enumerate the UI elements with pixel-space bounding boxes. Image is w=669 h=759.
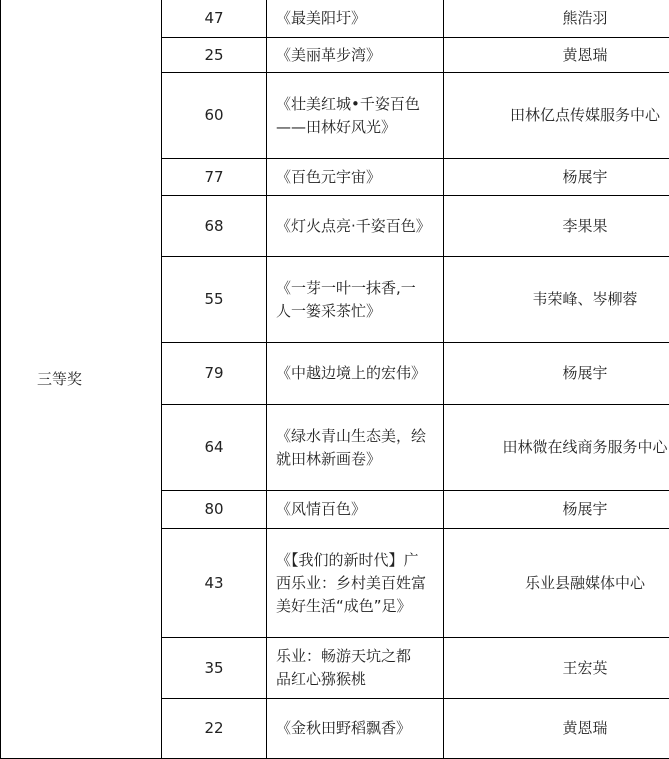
entry-title: 《中越边境上的宏伟》 [267,343,444,405]
award-level-cell: 三等奖 [1,0,162,759]
entry-number: 43 [162,529,267,638]
entry-number: 77 [162,159,267,196]
entry-title: 《【我们的新时代】广西乐业：乡村美百姓富 美好生活“成色”足》 [267,529,444,638]
entry-number: 55 [162,257,267,343]
entry-author: 乐业县融媒体中心 [444,529,669,638]
entry-title: 乐业：畅游天坑之都 品红心猕猴桃 [267,638,444,699]
entry-title: 《最美阳圩》 [267,0,444,38]
entry-number: 79 [162,343,267,405]
entry-author: 熊浩羽 [444,0,669,38]
table-row [1,0,669,38]
entry-number: 35 [162,638,267,699]
entry-title: 《绿水青山生态美，绘就田林新画卷》 [267,405,444,491]
entry-author: 杨展宇 [444,491,669,529]
entry-number: 68 [162,196,267,257]
entry-number: 47 [162,0,267,38]
entry-number: 80 [162,491,267,529]
entry-author: 韦荣峰、岑柳蓉 [444,257,669,343]
entry-author: 田林亿点传媒服务中心 [444,73,669,159]
entry-author: 黄恩瑞 [444,699,669,759]
entry-title: 《一芽一叶一抹香,一人一篓采茶忙》 [267,257,444,343]
entry-title: 《壮美红城•千姿百色——田林好风光》 [267,73,444,159]
entry-title: 《百色元宇宙》 [267,159,444,196]
entry-author: 田林微在线商务服务中心 [444,405,669,491]
entry-number: 22 [162,699,267,759]
entry-number: 60 [162,73,267,159]
entry-title: 《金秋田野稻飘香》 [267,699,444,759]
entry-author: 李果果 [444,196,669,257]
entry-author: 黄恩瑞 [444,38,669,73]
entry-author: 杨展宇 [444,159,669,196]
entry-title: 《风情百色》 [267,491,444,529]
entry-number: 25 [162,38,267,73]
entry-author: 杨展宇 [444,343,669,405]
entry-title: 《美丽革步湾》 [267,38,444,73]
entry-title: 《灯火点亮·千姿百色》 [267,196,444,257]
entry-author: 王宏英 [444,638,669,699]
entry-number: 64 [162,405,267,491]
